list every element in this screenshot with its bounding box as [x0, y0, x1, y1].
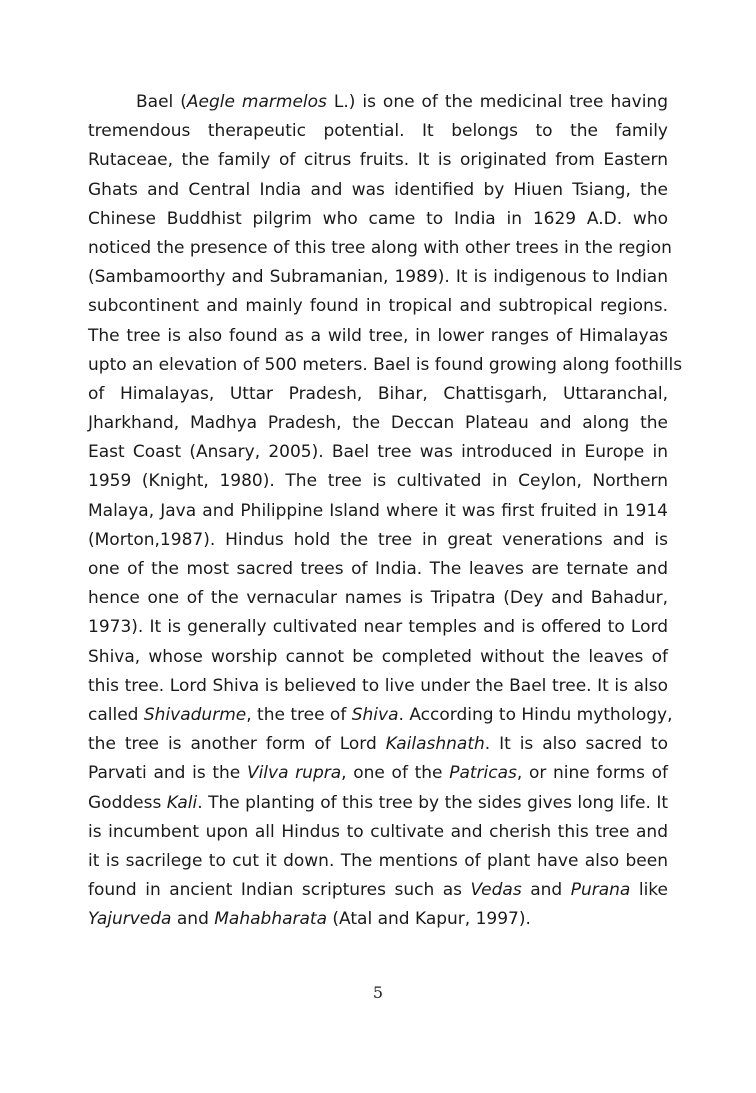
italic-term: Mahabharata: [214, 909, 328, 930]
text-line: Jharkhand, Madhya Pradesh, the Deccan Plateau and along the: [88, 413, 668, 434]
text-line: 1973). It is generally cultivated near temples and is offered to Lord: [88, 617, 668, 638]
text-line: hence one of the vernacular names is Tripatra (Dey and Bahadur,: [88, 588, 668, 609]
italic-term: Kali: [166, 792, 198, 813]
italic-term: Purana: [570, 880, 631, 901]
text-line: it is sacrilege to cut it down. The mentions of plant have also been: [88, 850, 668, 871]
italic-term: Kailashnath: [385, 734, 485, 755]
text-line: (Sambamoorthy and Subramanian, 1989). It is indigenous to Indian: [88, 267, 668, 288]
text-line: Goddess Kali. The planting of this tree by the sides gives long life. It: [88, 792, 669, 813]
text-line: Chinese Buddhist pilgrim who came to India in 1629 A.D. who: [88, 208, 668, 229]
text-line: found in ancient Indian scriptures such as Vedas and Purana like: [88, 880, 668, 901]
text-line: is incumbent upon all Hindus to cultivate and cherish this tree and: [88, 821, 668, 842]
text-line: Bael (Aegle marmelos L.) is one of the medicinal tree having: [136, 92, 668, 112]
text-line: (Morton,1987). Hindus hold the tree in great venerations and is: [88, 529, 668, 550]
text-line: this tree. Lord Shiva is believed to live under the Bael tree. It is also: [88, 675, 668, 696]
text-line: Shiva, whose worship cannot be completed without the leaves of: [88, 646, 668, 667]
text-line: Parvati and is the Vilva rupra, one of the Patricas, or nine forms of: [88, 763, 668, 784]
text-line: tremendous therapeutic potential. It belongs to the family: [88, 121, 668, 142]
text-line: Ghats and Central India and was identified by Hiuen Tsiang, the: [88, 179, 668, 200]
italic-term: Shiva: [351, 704, 399, 725]
page-number: 5: [372, 983, 384, 1002]
italic-term: Patricas: [449, 763, 517, 784]
text-line: one of the most sacred trees of India. The leaves are ternate and: [88, 559, 668, 579]
text-line: subcontinent and mainly found in tropical and subtropical regions.: [88, 296, 668, 317]
text-line: Rutaceae, the family of citrus fruits. It is originated from Eastern: [88, 150, 668, 171]
body-paragraph: [88, 88, 683, 934]
italic-term: Yajurveda: [88, 909, 172, 930]
text-line: Malaya, Java and Philippine Island where it was first fruited in 1914: [88, 500, 668, 521]
italic-term: Shivadurme: [143, 704, 247, 725]
text-line: called Shivadurme, the tree of Shiva. According to Hindu mythology,: [88, 704, 673, 725]
text-line: The tree is also found as a wild tree, in lower ranges of Himalayas: [88, 325, 668, 346]
italic-term: Vilva rupra: [246, 763, 342, 784]
text-line: upto an elevation of 500 meters. Bael is found growing along foothills: [88, 354, 683, 375]
text-line: East Coast (Ansary, 2005). Bael tree was introduced in Europe in: [88, 442, 668, 463]
italic-term: Vedas: [470, 880, 522, 901]
text-line: noticed the presence of this tree along with other trees in the region: [88, 237, 672, 258]
text-line: 1959 (Knight, 1980). The tree is cultivated in Ceylon, Northern: [88, 471, 668, 492]
text-line: Yajurveda and Mahabharata (Atal and Kapur, 1997).: [88, 909, 531, 930]
text-line: of Himalayas, Uttar Pradesh, Bihar, Chattisgarh, Uttaranchal,: [88, 383, 668, 404]
text-line: the tree is another form of Lord Kailashnath. It is also sacred to: [88, 734, 668, 755]
italic-term: Aegle marmelos: [186, 92, 327, 112]
